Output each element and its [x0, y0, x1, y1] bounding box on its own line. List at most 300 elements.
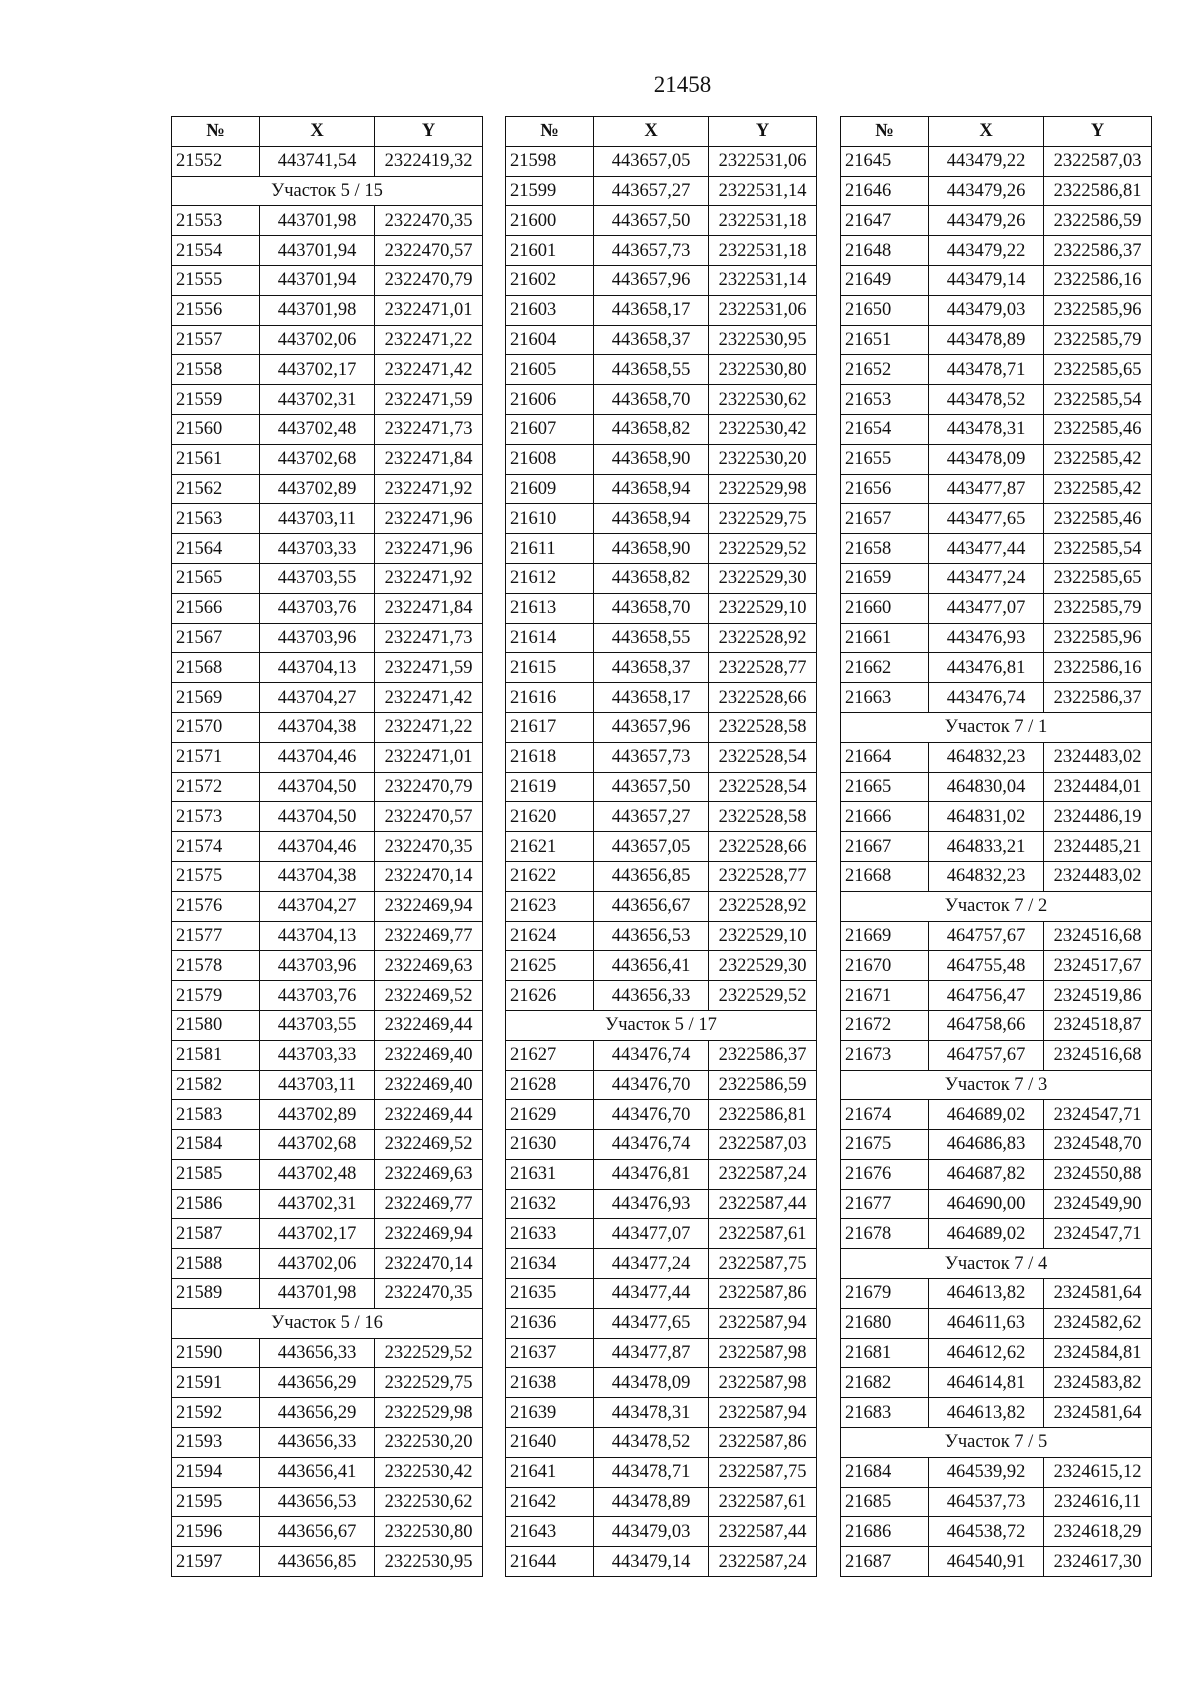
point-number: 21641: [506, 1457, 594, 1487]
x-coordinate: 443478,71: [929, 355, 1044, 385]
point-number: 21678: [841, 1219, 929, 1249]
table-row: [506, 653, 817, 683]
x-coordinate: 443479,26: [929, 206, 1044, 236]
point-number: 21621: [506, 832, 594, 862]
x-coordinate: 443702,68: [260, 1130, 375, 1160]
y-coordinate: 2322586,37: [1044, 683, 1152, 713]
y-coordinate: 2322529,30: [709, 951, 817, 981]
point-number: 21590: [172, 1338, 260, 1368]
y-coordinate: 2322528,54: [709, 742, 817, 772]
x-coordinate: 464686,83: [929, 1130, 1044, 1160]
point-number: 21667: [841, 832, 929, 862]
x-coordinate: 443479,26: [929, 176, 1044, 206]
header-x: X: [594, 117, 709, 147]
table-row: [172, 504, 483, 534]
table-row: [841, 861, 1152, 891]
point-number: 21684: [841, 1457, 929, 1487]
x-coordinate: 443658,70: [594, 593, 709, 623]
point-number: 21612: [506, 563, 594, 593]
y-coordinate: 2322471,01: [375, 295, 483, 325]
y-coordinate: 2322470,14: [375, 1249, 483, 1279]
x-coordinate: 443703,11: [260, 504, 375, 534]
point-number: 21586: [172, 1189, 260, 1219]
point-number: 21660: [841, 593, 929, 623]
point-number: 21587: [172, 1219, 260, 1249]
y-coordinate: 2322585,65: [1044, 563, 1152, 593]
x-coordinate: 443702,17: [260, 1219, 375, 1249]
x-coordinate: 443657,50: [594, 206, 709, 236]
table-row: [172, 563, 483, 593]
point-number: 21668: [841, 861, 929, 891]
x-coordinate: 443656,41: [260, 1457, 375, 1487]
y-coordinate: 2324547,71: [1044, 1219, 1152, 1249]
header-x: X: [260, 117, 375, 147]
table-row: [172, 1070, 483, 1100]
x-coordinate: 443702,48: [260, 414, 375, 444]
y-coordinate: 2322470,35: [375, 1279, 483, 1309]
y-coordinate: 2322585,96: [1044, 295, 1152, 325]
coordinate-table-1: [171, 116, 483, 1577]
y-coordinate: 2322529,52: [709, 981, 817, 1011]
table-row: [172, 1249, 483, 1279]
x-coordinate: 443702,06: [260, 325, 375, 355]
table-row: [172, 802, 483, 832]
x-coordinate: 443477,44: [594, 1279, 709, 1309]
table-row: [506, 325, 817, 355]
y-coordinate: 2324486,19: [1044, 802, 1152, 832]
table-row: [841, 1547, 1152, 1577]
x-coordinate: 443703,76: [260, 981, 375, 1011]
x-coordinate: 443658,17: [594, 683, 709, 713]
point-number: 21651: [841, 325, 929, 355]
y-coordinate: 2322470,57: [375, 802, 483, 832]
point-number: 21644: [506, 1547, 594, 1577]
table-row: [841, 683, 1152, 713]
x-coordinate: 443476,74: [929, 683, 1044, 713]
point-number: 21577: [172, 921, 260, 951]
section-title: Участок 7 / 1: [841, 712, 1152, 742]
table-row: [506, 236, 817, 266]
y-coordinate: 2322585,54: [1044, 534, 1152, 564]
x-coordinate: 443702,48: [260, 1159, 375, 1189]
table-row: [172, 683, 483, 713]
y-coordinate: 2324548,70: [1044, 1130, 1152, 1160]
table-row: [506, 1130, 817, 1160]
section-row: [841, 1249, 1152, 1279]
x-coordinate: 443657,05: [594, 146, 709, 176]
x-coordinate: 464612,62: [929, 1338, 1044, 1368]
section-title: Участок 7 / 5: [841, 1428, 1152, 1458]
point-number: 21629: [506, 1100, 594, 1130]
point-number: 21598: [506, 146, 594, 176]
point-number: 21597: [172, 1547, 260, 1577]
y-coordinate: 2322529,75: [709, 504, 817, 534]
point-number: 21653: [841, 385, 929, 415]
x-coordinate: 443478,31: [594, 1398, 709, 1428]
y-coordinate: 2322587,61: [709, 1487, 817, 1517]
y-coordinate: 2322529,52: [709, 534, 817, 564]
y-coordinate: 2322469,40: [375, 1070, 483, 1100]
y-coordinate: 2322585,65: [1044, 355, 1152, 385]
point-number: 21572: [172, 772, 260, 802]
table-row: [172, 1189, 483, 1219]
table-row: [172, 861, 483, 891]
y-coordinate: 2322419,32: [375, 146, 483, 176]
y-coordinate: 2322587,94: [709, 1398, 817, 1428]
x-coordinate: 464832,23: [929, 742, 1044, 772]
table-row: [841, 1338, 1152, 1368]
point-number: 21666: [841, 802, 929, 832]
table-row: [172, 981, 483, 1011]
x-coordinate: 443477,65: [929, 504, 1044, 534]
table-row: [841, 1487, 1152, 1517]
y-coordinate: 2322470,57: [375, 236, 483, 266]
x-coordinate: 443658,17: [594, 295, 709, 325]
x-coordinate: 464539,92: [929, 1457, 1044, 1487]
table-row: [841, 563, 1152, 593]
y-coordinate: 2322471,22: [375, 325, 483, 355]
y-coordinate: 2322585,79: [1044, 593, 1152, 623]
x-coordinate: 443478,52: [929, 385, 1044, 415]
point-number: 21616: [506, 683, 594, 713]
x-coordinate: 443658,94: [594, 474, 709, 504]
y-coordinate: 2322471,73: [375, 623, 483, 653]
table-row: [841, 1457, 1152, 1487]
y-coordinate: 2324584,81: [1044, 1338, 1152, 1368]
point-number: 21573: [172, 802, 260, 832]
y-coordinate: 2322586,37: [709, 1040, 817, 1070]
x-coordinate: 443656,53: [594, 921, 709, 951]
y-coordinate: 2322471,96: [375, 534, 483, 564]
x-coordinate: 464830,04: [929, 772, 1044, 802]
table-row: [841, 1189, 1152, 1219]
y-coordinate: 2322530,80: [709, 355, 817, 385]
point-number: 21594: [172, 1457, 260, 1487]
x-coordinate: 443658,94: [594, 504, 709, 534]
section-title: Участок 5 / 16: [172, 1308, 483, 1338]
y-coordinate: 2322587,75: [709, 1249, 817, 1279]
y-coordinate: 2322586,81: [1044, 176, 1152, 206]
table-row: [172, 444, 483, 474]
y-coordinate: 2322586,16: [1044, 653, 1152, 683]
point-number: 21567: [172, 623, 260, 653]
y-coordinate: 2322529,30: [709, 563, 817, 593]
y-coordinate: 2322585,54: [1044, 385, 1152, 415]
section-row: [841, 1070, 1152, 1100]
table-row: [172, 623, 483, 653]
point-number: 21633: [506, 1219, 594, 1249]
table-row: [172, 832, 483, 862]
table-row: [172, 265, 483, 295]
table-row: [506, 802, 817, 832]
y-coordinate: 2322528,66: [709, 832, 817, 862]
x-coordinate: 443657,96: [594, 712, 709, 742]
y-coordinate: 2322531,18: [709, 236, 817, 266]
point-number: 21569: [172, 683, 260, 713]
table-row: [506, 1517, 817, 1547]
table-row: [506, 444, 817, 474]
table-row: [172, 1159, 483, 1189]
point-number: 21604: [506, 325, 594, 355]
y-coordinate: 2324517,67: [1044, 951, 1152, 981]
y-coordinate: 2322586,59: [709, 1070, 817, 1100]
y-coordinate: 2322529,75: [375, 1368, 483, 1398]
table-row: [506, 921, 817, 951]
point-number: 21687: [841, 1547, 929, 1577]
y-coordinate: 2322585,96: [1044, 623, 1152, 653]
point-number: 21624: [506, 921, 594, 951]
table-row: [506, 295, 817, 325]
header-row: [841, 117, 1152, 147]
table-row: [506, 1249, 817, 1279]
x-coordinate: 443658,55: [594, 355, 709, 385]
x-coordinate: 443702,31: [260, 1189, 375, 1219]
point-number: 21554: [172, 236, 260, 266]
table-row: [841, 534, 1152, 564]
point-number: 21634: [506, 1249, 594, 1279]
y-coordinate: 2322585,79: [1044, 325, 1152, 355]
point-number: 21619: [506, 772, 594, 802]
y-coordinate: 2322587,24: [709, 1547, 817, 1577]
y-coordinate: 2322528,92: [709, 623, 817, 653]
y-coordinate: 2322586,59: [1044, 206, 1152, 236]
x-coordinate: 443656,29: [260, 1368, 375, 1398]
x-coordinate: 464690,00: [929, 1189, 1044, 1219]
y-coordinate: 2322587,03: [709, 1130, 817, 1160]
y-coordinate: 2322470,14: [375, 861, 483, 891]
point-number: 21683: [841, 1398, 929, 1428]
y-coordinate: 2322587,44: [709, 1189, 817, 1219]
table-row: [172, 772, 483, 802]
point-number: 21617: [506, 712, 594, 742]
coordinate-table-3: [840, 116, 1152, 1577]
x-coordinate: 443656,85: [594, 861, 709, 891]
table-row: [841, 176, 1152, 206]
point-number: 21618: [506, 742, 594, 772]
x-coordinate: 464613,82: [929, 1398, 1044, 1428]
x-coordinate: 443658,55: [594, 623, 709, 653]
y-coordinate: 2324583,82: [1044, 1368, 1152, 1398]
table-row: [841, 1040, 1152, 1070]
table-row: [506, 1487, 817, 1517]
page-number: 21458: [653, 72, 712, 97]
table-row: [841, 444, 1152, 474]
section-title: Участок 5 / 17: [506, 1010, 817, 1040]
y-coordinate: 2322528,92: [709, 891, 817, 921]
point-number: 21637: [506, 1338, 594, 1368]
point-number: 21622: [506, 861, 594, 891]
y-coordinate: 2324615,12: [1044, 1457, 1152, 1487]
point-number: 21561: [172, 444, 260, 474]
y-coordinate: 2322585,42: [1044, 444, 1152, 474]
y-coordinate: 2322528,77: [709, 861, 817, 891]
point-number: 21611: [506, 534, 594, 564]
section-title: Участок 7 / 2: [841, 891, 1152, 921]
y-coordinate: 2322471,42: [375, 683, 483, 713]
x-coordinate: 443656,33: [260, 1428, 375, 1458]
table-row: [841, 1100, 1152, 1130]
y-coordinate: 2322470,35: [375, 206, 483, 236]
y-coordinate: 2322528,58: [709, 802, 817, 832]
x-coordinate: 443704,27: [260, 891, 375, 921]
table-row: [841, 802, 1152, 832]
point-number: 21672: [841, 1010, 929, 1040]
y-coordinate: 2322529,10: [709, 593, 817, 623]
point-number: 21562: [172, 474, 260, 504]
table-row: [506, 1428, 817, 1458]
x-coordinate: 443476,74: [594, 1040, 709, 1070]
y-coordinate: 2322470,79: [375, 265, 483, 295]
point-number: 21560: [172, 414, 260, 444]
point-number: 21614: [506, 623, 594, 653]
y-coordinate: 2324616,11: [1044, 1487, 1152, 1517]
y-coordinate: 2322587,61: [709, 1219, 817, 1249]
header-row: [506, 117, 817, 147]
point-number: 21613: [506, 593, 594, 623]
table-row: [172, 742, 483, 772]
point-number: 21557: [172, 325, 260, 355]
point-number: 21606: [506, 385, 594, 415]
x-coordinate: 443658,37: [594, 653, 709, 683]
table-row: [172, 1219, 483, 1249]
table-row: [172, 295, 483, 325]
table-row: [506, 534, 817, 564]
x-coordinate: 443656,33: [260, 1338, 375, 1368]
table-row: [841, 653, 1152, 683]
header-no: №: [506, 117, 594, 147]
point-number: 21662: [841, 653, 929, 683]
section-row: [172, 1308, 483, 1338]
y-coordinate: 2322530,62: [375, 1487, 483, 1517]
table-row: [841, 146, 1152, 176]
point-number: 21563: [172, 504, 260, 534]
y-coordinate: 2322469,63: [375, 1159, 483, 1189]
x-coordinate: 464613,82: [929, 1279, 1044, 1309]
x-coordinate: 443476,81: [929, 653, 1044, 683]
y-coordinate: 2322528,58: [709, 712, 817, 742]
x-coordinate: 443476,70: [594, 1070, 709, 1100]
y-coordinate: 2324516,68: [1044, 921, 1152, 951]
x-coordinate: 443741,54: [260, 146, 375, 176]
y-coordinate: 2324483,02: [1044, 861, 1152, 891]
table-row: [506, 1279, 817, 1309]
table-row: [506, 683, 817, 713]
point-number: 21671: [841, 981, 929, 1011]
point-number: 21570: [172, 712, 260, 742]
point-number: 21685: [841, 1487, 929, 1517]
point-number: 21630: [506, 1130, 594, 1160]
y-coordinate: 2322529,98: [375, 1398, 483, 1428]
section-row: [841, 712, 1152, 742]
point-number: 21659: [841, 563, 929, 593]
x-coordinate: 464832,23: [929, 861, 1044, 891]
table-row: [506, 414, 817, 444]
y-coordinate: 2322471,84: [375, 593, 483, 623]
y-coordinate: 2322529,98: [709, 474, 817, 504]
y-coordinate: 2322469,94: [375, 891, 483, 921]
header-no: №: [172, 117, 260, 147]
x-coordinate: 443704,38: [260, 712, 375, 742]
x-coordinate: 443477,24: [929, 563, 1044, 593]
x-coordinate: 443704,46: [260, 742, 375, 772]
table-row: [841, 1219, 1152, 1249]
x-coordinate: 443656,67: [260, 1517, 375, 1547]
y-coordinate: 2322471,42: [375, 355, 483, 385]
x-coordinate: 443658,90: [594, 444, 709, 474]
table-row: [841, 742, 1152, 772]
point-number: 21676: [841, 1159, 929, 1189]
table-row: [172, 891, 483, 921]
x-coordinate: 443657,73: [594, 742, 709, 772]
x-coordinate: 443656,29: [260, 1398, 375, 1428]
table-row: [506, 593, 817, 623]
section-title: Участок 7 / 3: [841, 1070, 1152, 1100]
x-coordinate: 443477,87: [929, 474, 1044, 504]
x-coordinate: 443478,71: [594, 1457, 709, 1487]
y-coordinate: 2322530,62: [709, 385, 817, 415]
table-row: [841, 474, 1152, 504]
y-coordinate: 2324484,01: [1044, 772, 1152, 802]
table-row: [506, 206, 817, 236]
point-number: 21596: [172, 1517, 260, 1547]
y-coordinate: 2322585,46: [1044, 504, 1152, 534]
x-coordinate: 443478,89: [929, 325, 1044, 355]
x-coordinate: 443479,22: [929, 146, 1044, 176]
table-row: [841, 355, 1152, 385]
point-number: 21603: [506, 295, 594, 325]
point-number: 21565: [172, 563, 260, 593]
table-row: [172, 325, 483, 355]
point-number: 21568: [172, 653, 260, 683]
y-coordinate: 2322469,77: [375, 1189, 483, 1219]
y-coordinate: 2324518,87: [1044, 1010, 1152, 1040]
y-coordinate: 2322585,42: [1044, 474, 1152, 504]
table-row: [172, 236, 483, 266]
point-number: 21576: [172, 891, 260, 921]
x-coordinate: 443656,41: [594, 951, 709, 981]
point-number: 21593: [172, 1428, 260, 1458]
x-coordinate: 443657,27: [594, 176, 709, 206]
point-number: 21648: [841, 236, 929, 266]
table-row: [841, 385, 1152, 415]
point-number: 21673: [841, 1040, 929, 1070]
table-row: [172, 146, 483, 176]
x-coordinate: 443477,07: [594, 1219, 709, 1249]
point-number: 21661: [841, 623, 929, 653]
section-title: Участок 7 / 4: [841, 1249, 1152, 1279]
x-coordinate: 443704,13: [260, 921, 375, 951]
point-number: 21626: [506, 981, 594, 1011]
table-row: [506, 951, 817, 981]
x-coordinate: 443479,14: [929, 265, 1044, 295]
table-row: [506, 504, 817, 534]
table-row: [506, 1070, 817, 1100]
point-number: 21579: [172, 981, 260, 1011]
point-number: 21556: [172, 295, 260, 325]
table-row: [172, 1547, 483, 1577]
point-number: 21599: [506, 176, 594, 206]
x-coordinate: 464755,48: [929, 951, 1044, 981]
x-coordinate: 443701,98: [260, 295, 375, 325]
x-coordinate: 443656,85: [260, 1547, 375, 1577]
table-row: [506, 176, 817, 206]
x-coordinate: 443702,06: [260, 1249, 375, 1279]
table-row: [841, 1517, 1152, 1547]
x-coordinate: 443702,89: [260, 1100, 375, 1130]
table-row: [841, 504, 1152, 534]
point-number: 21578: [172, 951, 260, 981]
point-number: 21591: [172, 1368, 260, 1398]
